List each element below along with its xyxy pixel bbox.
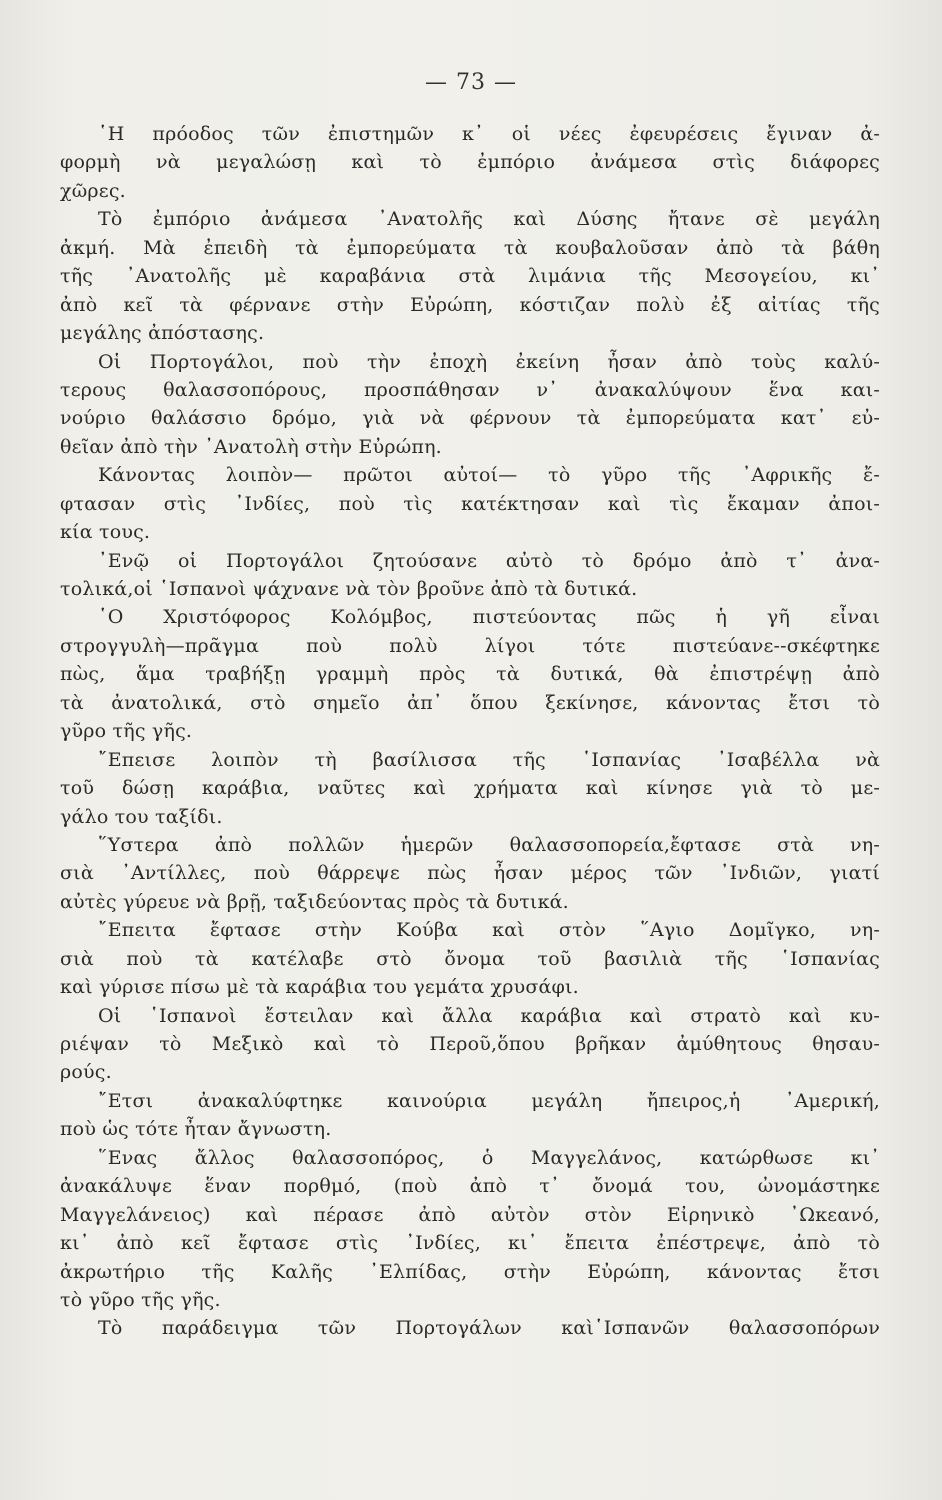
text-line: τὰ ἀνατολικά, στὸ σημεῖο ἀπ᾿ ὅπου ξεκίνησε, κάνοντας ἔτσι τὸ [60, 691, 880, 714]
text-line: αὐτὲς γύρευε νὰ βρῇ, ταξιδεύοντας πρὸς τὰ δυτικά. [60, 890, 569, 913]
body-text [60, 120, 880, 1343]
text-line: τῆς ᾿Ανατολῆς μὲ καραβάνια στὰ λιμάνια τῆς Μεσογείου, κι᾿ [60, 265, 880, 288]
text-line: ἀπὸ κεῖ τὰ φέρνανε στὴν Εὐρώπη, κόστιζαν πολὺ ἐξ αἰτίας τῆς [60, 293, 880, 316]
text-line: ῎Επεισε λοιπὸν τὴ βασίλισσα τῆς ῾Ισπανίας ᾿Ισαβέλλα νὰ [98, 748, 880, 771]
text-line: ῎Ετσι ἀνακαλύφτηκε καινούρια μεγάλη ἤπειρος,ἡ ᾿Αμερική, [98, 1089, 880, 1112]
text-line: φτασαν στὶς ᾿Ινδίες, ποὺ τὶς κατέκτησαν καὶ τὶς ἔκαμαν ἀποι- [60, 492, 880, 515]
text-line: ἀκμή. Μὰ ἐπειδὴ τὰ ἐμπορεύματα τὰ κουβαλοῦσαν ἀπὸ τὰ βάθη [60, 236, 880, 259]
text-line: Οἱ ῾Ισπανοὶ ἔστειλαν καὶ ἄλλα καράβια καὶ στρατὸ καὶ κυ- [98, 1004, 880, 1027]
text-line: κι᾿ ἀπὸ κεῖ ἔφτασε στὶς ᾿Ινδίες, κι᾿ ἔπειτα ἐπέστρεψε, ἀπὸ τὸ [60, 1232, 880, 1255]
text-line: Τὸ ἐμπόριο ἀνάμεσα ᾿Ανατολῆς καὶ Δύσης ἤτανε σὲ μεγάλη [98, 208, 880, 231]
text-line: ῾Η πρόοδος τῶν ἐπιστημῶν κ᾿ οἱ νέες ἐφευρέσεις ἔγιναν ἀ- [98, 123, 880, 145]
text-line: γάλο του ταξίδι. [60, 805, 223, 828]
text-line: τὸ γῦρο τῆς γῆς. [60, 1288, 221, 1311]
text-line: Τὸ παράδειγμα τῶν Πορτογάλων καὶ῾Ισπανῶν θαλασσοπόρων [98, 1317, 880, 1340]
text-line: φορμὴ νὰ μεγαλώσῃ καὶ τὸ ἐμπόριο ἀνάμεσα στὶς διάφορες [60, 151, 880, 174]
page-number: — 73 — [425, 70, 517, 95]
text-line: πὼς, ἅμα τραβήξῃ γραμμὴ πρὸς τὰ δυτικά, θὰ ἐπιστρέψῃ ἀπὸ [60, 663, 880, 686]
text-line: Οἱ Πορτογάλοι, ποὺ τὴν ἐποχὴ ἐκείνη ἦσαν ἀπὸ τοὺς καλύ- [98, 350, 880, 373]
text-line: νούριο θαλάσσιο δρόμο, γιὰ νὰ φέρνουν τὰ ἐμπορεύματα κατ᾿ εὐ- [60, 407, 880, 430]
text-line: τοῦ δώσῃ καράβια, ναῦτες καὶ χρήματα καὶ κίνησε γιὰ τὸ με- [60, 777, 880, 800]
text-line: ῎Επειτα ἔφτασε στὴν Κούβα καὶ στὸν ῞Αγιο Δομῖγκο, νη- [98, 919, 880, 942]
text-line: στρογγυλὴ—πρᾶγμα ποὺ πολὺ λίγοι τότε πιστεύανε--σκέφτηκε [60, 634, 880, 657]
text-line: ἀνακάλυψε ἕναν πορθμό, (ποὺ ἀπὸ τ᾿ ὄνομά του, ὠνομάστηκε [60, 1175, 880, 1198]
text-line: Μαγγελάνειος) καὶ πέρασε ἀπὸ αὐτὸν στὸν Εἰρηνικὸ ᾿Ωκεανό, [60, 1203, 880, 1226]
text-line: κία τους. [60, 521, 151, 544]
text-line: ᾿Ενῷ οἱ Πορτογάλοι ζητούσανε αὐτὸ τὸ δρόμο ἀπὸ τ᾿ ἀνα- [98, 549, 880, 572]
text-line: ῾Ο Χριστόφορος Κολόμβος, πιστεύοντας πῶς ἡ γῆ εἶναι [98, 606, 880, 629]
text-line: Κάνοντας λοιπὸν— πρῶτοι αὐτοί— τὸ γῦρο τῆς ᾿Αφρικῆς ἔ- [98, 464, 880, 487]
text-line: ῞Υστερα ἀπὸ πολλῶν ἡμερῶν θαλασσοπορεία,ἔφτασε στὰ νη- [98, 833, 880, 856]
text-line: τερους θαλασσοπόρους, προσπάθησαν ν᾿ ἀνακαλύψουν ἕνα και- [60, 378, 880, 401]
text-line: ῞Ενας ἄλλος θαλασσοπόρος, ὁ Μαγγελάνος, κατώρθωσε κι᾿ [98, 1146, 880, 1169]
text-line: τολικά,οἱ ῾Ισπανοὶ ψάχνανε νὰ τὸν βροῦνε ἀπὸ τὰ δυτικά. [60, 578, 638, 600]
text-line: χῶρες. [60, 179, 126, 202]
text-line: θεῖαν ἀπὸ τὴν ᾿Ανατολὴ στὴν Εὐρώπη. [60, 435, 442, 458]
text-line: μεγάλης ἀπόστασης. [60, 322, 265, 345]
text-line: σιὰ ποὺ τὰ κατέλαβε στὸ ὄνομα τοῦ βασιλιὰ τῆς ῾Ισπανίας [60, 947, 880, 970]
text-line: σιὰ ᾿Αντίλλες, ποὺ θάρρεψε πὼς ἦσαν μέρος τῶν ᾿Ινδιῶν, γιατί [60, 862, 880, 885]
text-line: ρούς. [60, 1061, 112, 1084]
text-line: καὶ γύρισε πίσω μὲ τὰ καράβια του γεμάτα χρυσάφι. [60, 976, 579, 999]
text-line: γῦρο τῆς γῆς. [60, 720, 193, 743]
text-line: ἀκρωτήριο τῆς Καλῆς ᾿Ελπίδας, στὴν Εὐρώπη, κάνοντας ἔτσι [60, 1260, 880, 1283]
text-line: ριέψαν τὸ Μεξικὸ καὶ τὸ Περοῦ,ὅπου βρῆκαν ἀμύθητους θησαυ- [60, 1033, 880, 1055]
text-line: ποὺ ὡς τότε ἦταν ἄγνωστη. [60, 1118, 332, 1141]
